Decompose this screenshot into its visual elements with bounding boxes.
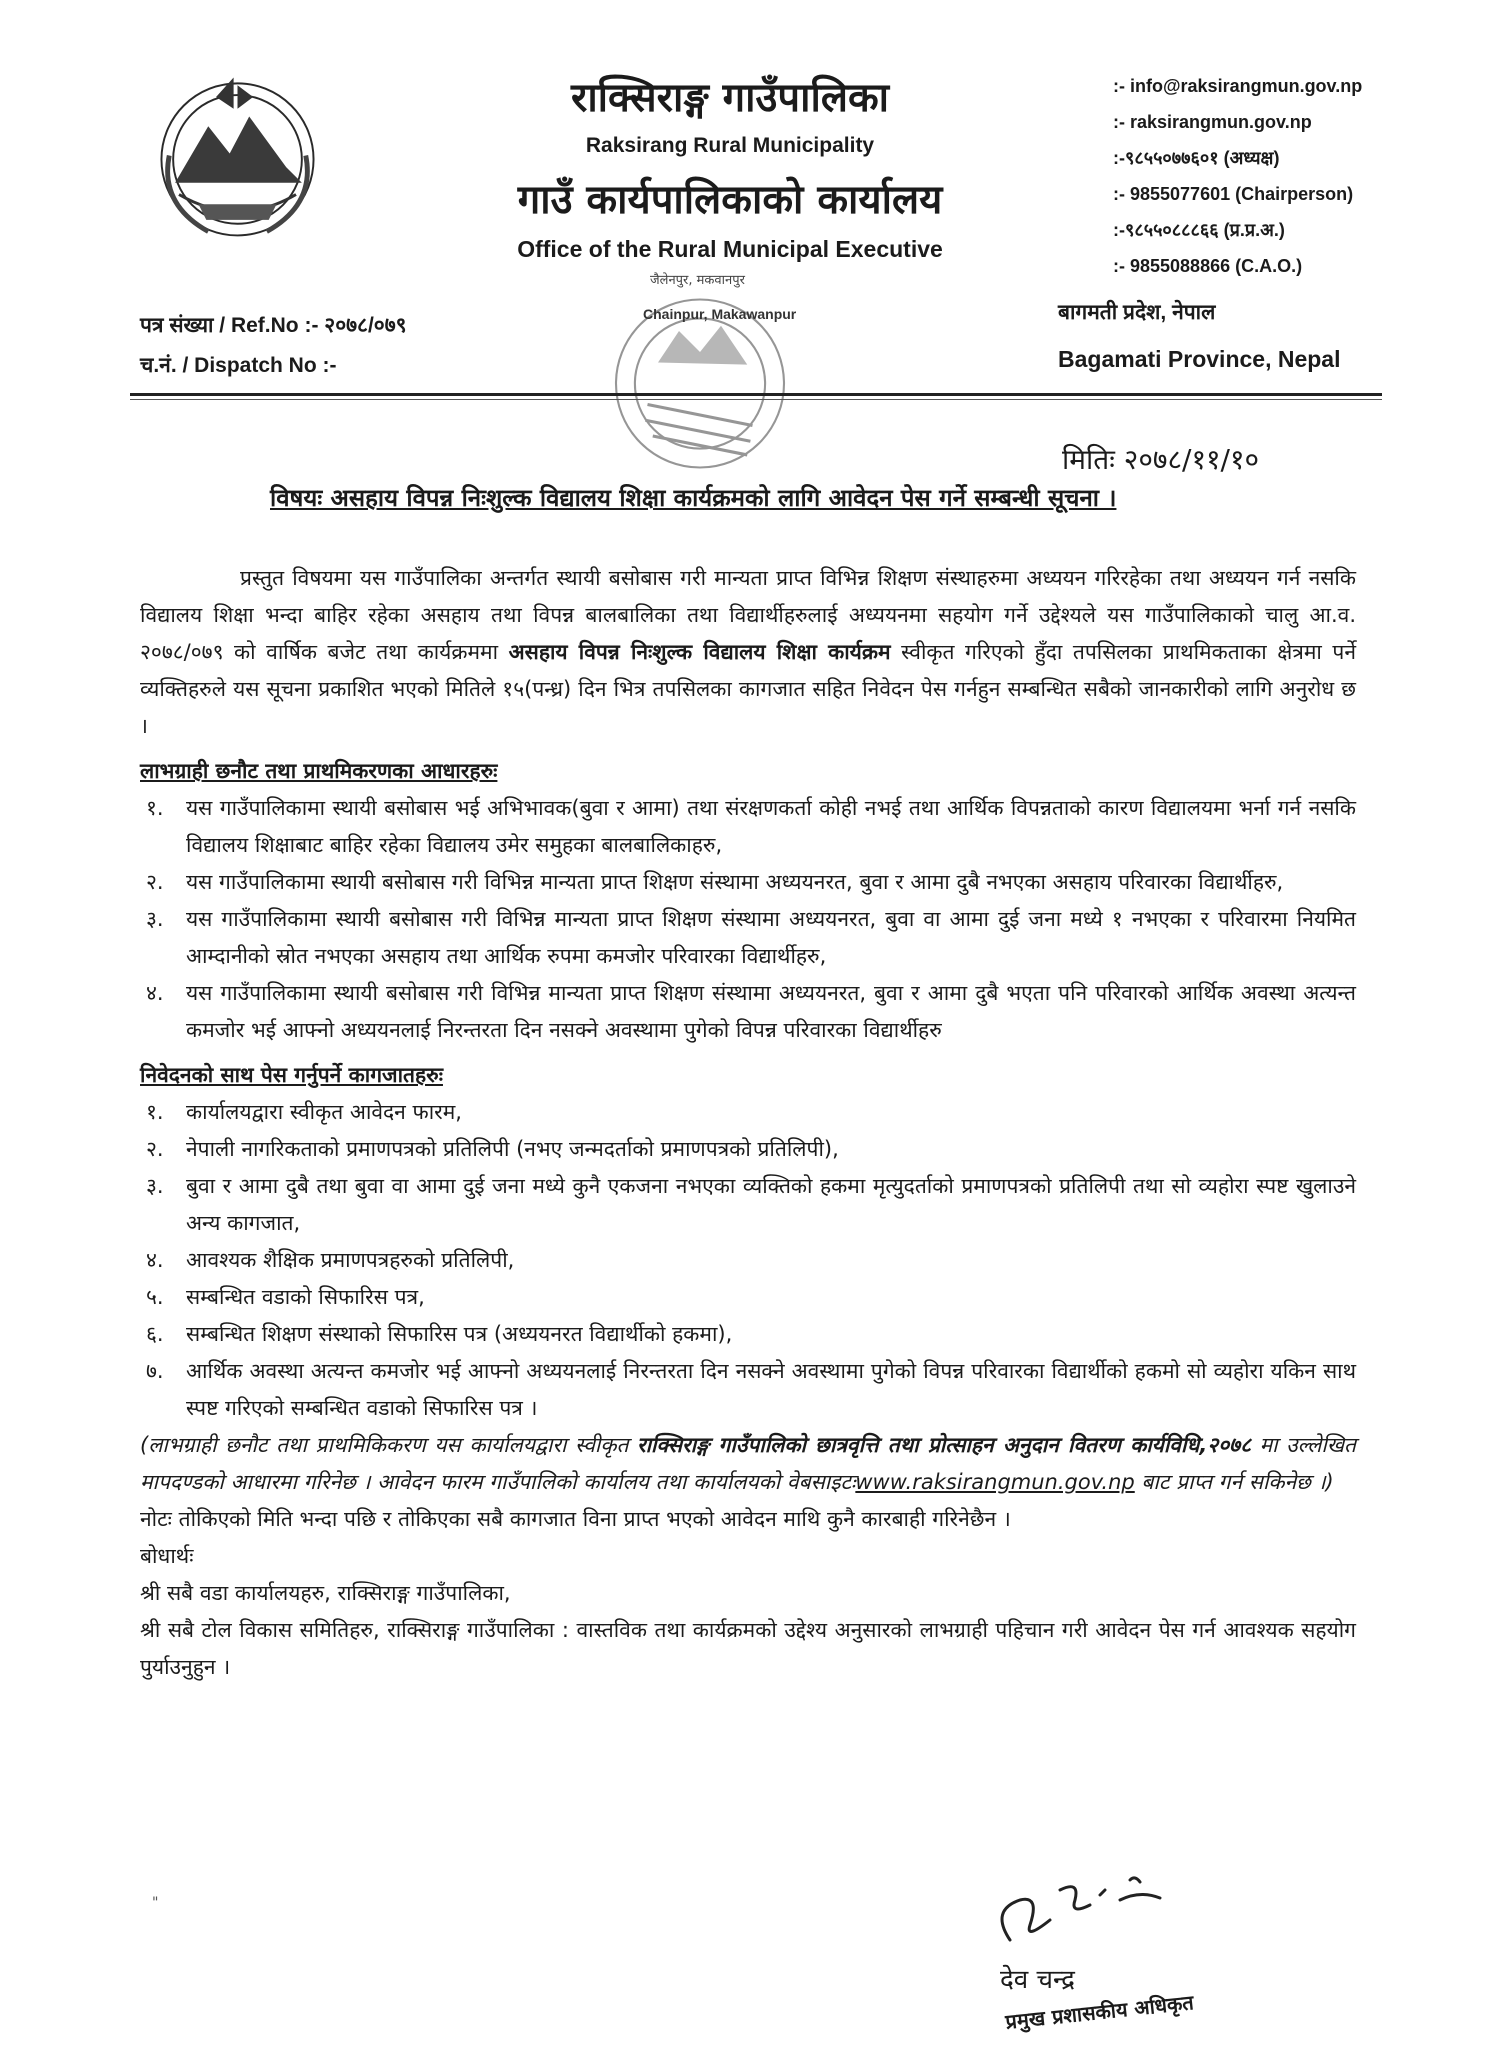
province-block <box>1058 290 1341 382</box>
dispatch-number: च.नं. / Dispatch No :- <box>140 354 337 377</box>
province-en: Bagamati Province, Nepal <box>1058 346 1341 372</box>
ref-number: पत्र संख्या / Ref.No :- २०७८/०७९ <box>140 314 407 337</box>
letter-subject: विषयः असहाय विपन्न निःशुल्क विद्यालय शिक्षा कार्यक्रमको लागि आवेदन पेस गर्ने सम्बन्धी सूचना । <box>270 484 1117 512</box>
header-divider-thin <box>130 399 1382 400</box>
contact-list <box>1113 68 1483 284</box>
nepal-emblem-icon <box>140 58 335 253</box>
contact-email[interactable]: :- info@raksirangmun.gov.np <box>1113 76 1363 96</box>
municipality-name-np: राक्सिराङ्ग गाउँपालिका <box>570 75 890 121</box>
list-item: ६. सम्बन्धित शिक्षण संस्थाको सिफारिस पत्र (अध्ययनरत विद्यार्थीको हकमा), <box>146 1322 733 1346</box>
signature-scribble <box>980 1870 1200 1950</box>
selection-note: (लाभग्राही छनौट तथा प्राथमिकिकरण यस कार्यालयद्वारा स्वीकृत राक्सिराङ्ग गाउँपालिको छात्रवृत्ति तथा प्रोत्साहन अनुदान वितरण कार्यविधि,२०७८ मा उल्लेखित मापदण्डको आधारमा गरिनेछ । आवेदन फारम गाउँपालिको कार्यालय तथा कार्यालयको वेबसाइटःwww.raksirangmun.gov.np बाट प्राप्त गर्न सकिनेछ ।) <box>140 1433 1356 1494</box>
seal-location-np: जैलेनपुर, मकवानपुर <box>650 273 745 288</box>
list-item: ७. आर्थिक अवस्था अत्यन्त कमजोर भई आफ्नो अध्ययनलाई निरन्तरता दिन नसक्ने अवस्थामा पुगेको विपन्न परिवारका विद्यार्थीको हकमो सो व्यहोरा यकिन साथ स्पष्ट गरिएको सम्बन्धित वडाको सिफारिस पत्र । <box>146 1359 1356 1420</box>
cc-ward-offices: श्री सबै वडा कार्यालयहरु, राक्सिराङ्ग गाउँपालिका, <box>140 1581 511 1605</box>
office-seal-stamp <box>595 268 805 478</box>
office-name-en: Office of the Rural Municipal Executive <box>517 236 943 262</box>
stray-mark: " <box>152 1895 159 1911</box>
intro-paragraph: प्रस्तुत विषयमा यस गाउँपालिका अन्तर्गत स्थायी बसोबास गरी मान्यता प्राप्त विभिन्न शिक्षण संस्थाहरुमा अध्ययन गरिरहेका तथा अध्ययन गर्न नसकि विद्यालय शिक्षा भन्दा बाहिर रहेका असहाय तथा विपन्न बालबालिका तथा विद्यार्थीहरुलाई अध्ययनमा सहयोग गर्ने उद्देश्यले यस गाउँपालिकाको चालु आ.व. २०७८/०७९ को वार्षिक बजेट तथा कार्यक्रममा असहाय विपन्न निःशुल्क विद्यालय शिक्षा कार्यक्रम स्वीकृत गरिएको हुँदा तपसिलका प्राथमिकताका क्षेत्रमा पर्ने व्यक्तिहरुले यस सूचना प्रकाशित भएको मितिले १५(पन्ध्र) दिन भित्र तपसिलका कागजात सहित निवेदन पेस गर्नहुन सम्बन्धित सबैको जानकारीको लागि अनुरोध छ । <box>140 566 1356 738</box>
signatory-title: प्रमुख प्रशासकीय अधिकृत <box>1004 1990 1195 2034</box>
cc-tole-committees: श्री सबै टोल विकास समितिहरु, राक्सिराङ्ग गाउँपालिका : वास्तविक तथा कार्यक्रमको उद्देश्य अनुसारको लाभग्राही पहिचान गरी आवेदन पेस गर्न आवश्यक सहयोग पुर्याउनुहुन । <box>140 1618 1356 1679</box>
list-item: १. कार्यालयद्वारा स्वीकृत आवेदन फारम, <box>146 1100 462 1124</box>
list-item: १. यस गाउँपालिकामा स्थायी बसोबास भई अभिभावक(बुवा र आमा) तथा संरक्षणकर्ता कोही नभई तथा आर्थिक विपन्नताको कारण विद्यालयमा भर्ना गर्न नसकि विद्यालय शिक्षाबाट बाहिर रहेका विद्यालय उमेर समुहका बालबालिकाहरु, <box>146 796 1356 857</box>
list-item: ४. यस गाउँपालिकामा स्थायी बसोबास गरी विभिन्न मान्यता प्राप्त शिक्षण संस्थामा अध्ययनरत, बुवा र आमा दुबै भएता पनि परिवारको आर्थिक अवस्था अत्यन्त कमजोर भई आफ्नो अध्ययनलाई निरन्तरता दिन नसक्ने अवस्थामा पुगेको विपन्न परिवारका विद्यार्थीहरु <box>146 981 1356 1042</box>
contact-chair-en: :- 9855077601 (Chairperson) <box>1113 184 1354 204</box>
late-application-note: नोटः तोकिएको मिति भन्दा पछि र तोकिएका सबै कागजात विना प्राप्त भएको आवेदन माथि कुनै कारबाही गरिनेछैन । <box>140 1507 1011 1531</box>
criteria-list <box>140 790 1356 1049</box>
program-name: असहाय विपन्न निःशुल्क विद्यालय शिक्षा कार्यक्रम <box>508 640 891 664</box>
list-item: २. यस गाउँपालिकामा स्थायी बसोबास गरी विभिन्न मान्यता प्राप्त शिक्षण संस्थामा अध्ययनरत, बुवा र आमा दुबै नभएका असहाय परिवारका विद्यार्थीहरु, <box>146 870 1284 894</box>
contact-chair-np: :-९८५५०७७६०१ (अध्यक्ष) <box>1113 148 1280 168</box>
letter-date: मितिः २०७८/११/१० <box>1062 443 1260 476</box>
contact-website[interactable]: :- raksirangmun.gov.np <box>1113 112 1312 132</box>
list-item: ३. बुवा र आमा दुबै तथा बुवा वा आमा दुई जना मध्ये कुनै एकजना नभएका व्यक्तिको हकमा मृत्युदर्ताको प्रमाणपत्रको प्रतिलिपी तथा सो व्यहोरा स्पष्ट खुलाउने अन्य कागजात, <box>146 1174 1356 1235</box>
criteria-heading: लाभग्राही छनौट तथा प्राथमिकरणका आधारहरुः <box>140 759 498 783</box>
documents-heading: निवेदनको साथ पेस गर्नुपर्ने कागजातहरुः <box>140 1063 443 1087</box>
contact-cao-np: :-९८५५०८८८६६ (प्र.प्र.अ.) <box>1113 220 1285 240</box>
list-item: २. नेपाली नागरिकताको प्रमाणपत्रको प्रतिलिपी (नभए जन्मदर्ताको प्रमाणपत्रको प्रतिलिपी), <box>146 1137 839 1161</box>
list-item: ४. आवश्यक शैक्षिक प्रमाणपत्रहरुको प्रतिलिपी, <box>146 1248 515 1272</box>
province-np: बागमती प्रदेश, नेपाल <box>1058 301 1216 324</box>
procedure-name: राक्सिराङ्ग गाउँपालिको छात्रवृत्ति तथा प्रोत्साहन अनुदान वितरण कार्यविधि,२०७८ <box>637 1433 1251 1457</box>
seal-location-en: Chainpur, Makawanpur <box>643 306 797 322</box>
website-link[interactable]: www.raksirangmun.gov.np <box>855 1470 1135 1494</box>
office-name-np: गाउँ कार्यपालिकाको कार्यालय <box>517 177 943 223</box>
letter-body <box>140 560 1356 1686</box>
cc-heading: बोधार्थः <box>140 1544 194 1568</box>
documents-list <box>140 1094 1356 1427</box>
header-divider <box>130 393 1382 396</box>
list-item: ५. सम्बन्धित वडाको सिफारिस पत्र, <box>146 1285 425 1309</box>
contact-cao-en: :- 9855088866 (C.A.O.) <box>1113 256 1303 276</box>
municipality-name-en: Raksirang Rural Municipality <box>585 134 875 157</box>
list-item: ३. यस गाउँपालिकामा स्थायी बसोबास गरी विभिन्न मान्यता प्राप्त शिक्षण संस्थामा अध्ययनरत, बुवा वा आमा दुई जना मध्ये १ नभएका र परिवारमा नियमित आम्दानीको स्रोत नभएका असहाय तथा आर्थिक रुपमा कमजोर परिवारका विद्यार्थीहरु, <box>146 907 1356 968</box>
signatory-name: देव चन्द्र <box>1000 1965 1075 1995</box>
reference-block <box>140 306 407 386</box>
